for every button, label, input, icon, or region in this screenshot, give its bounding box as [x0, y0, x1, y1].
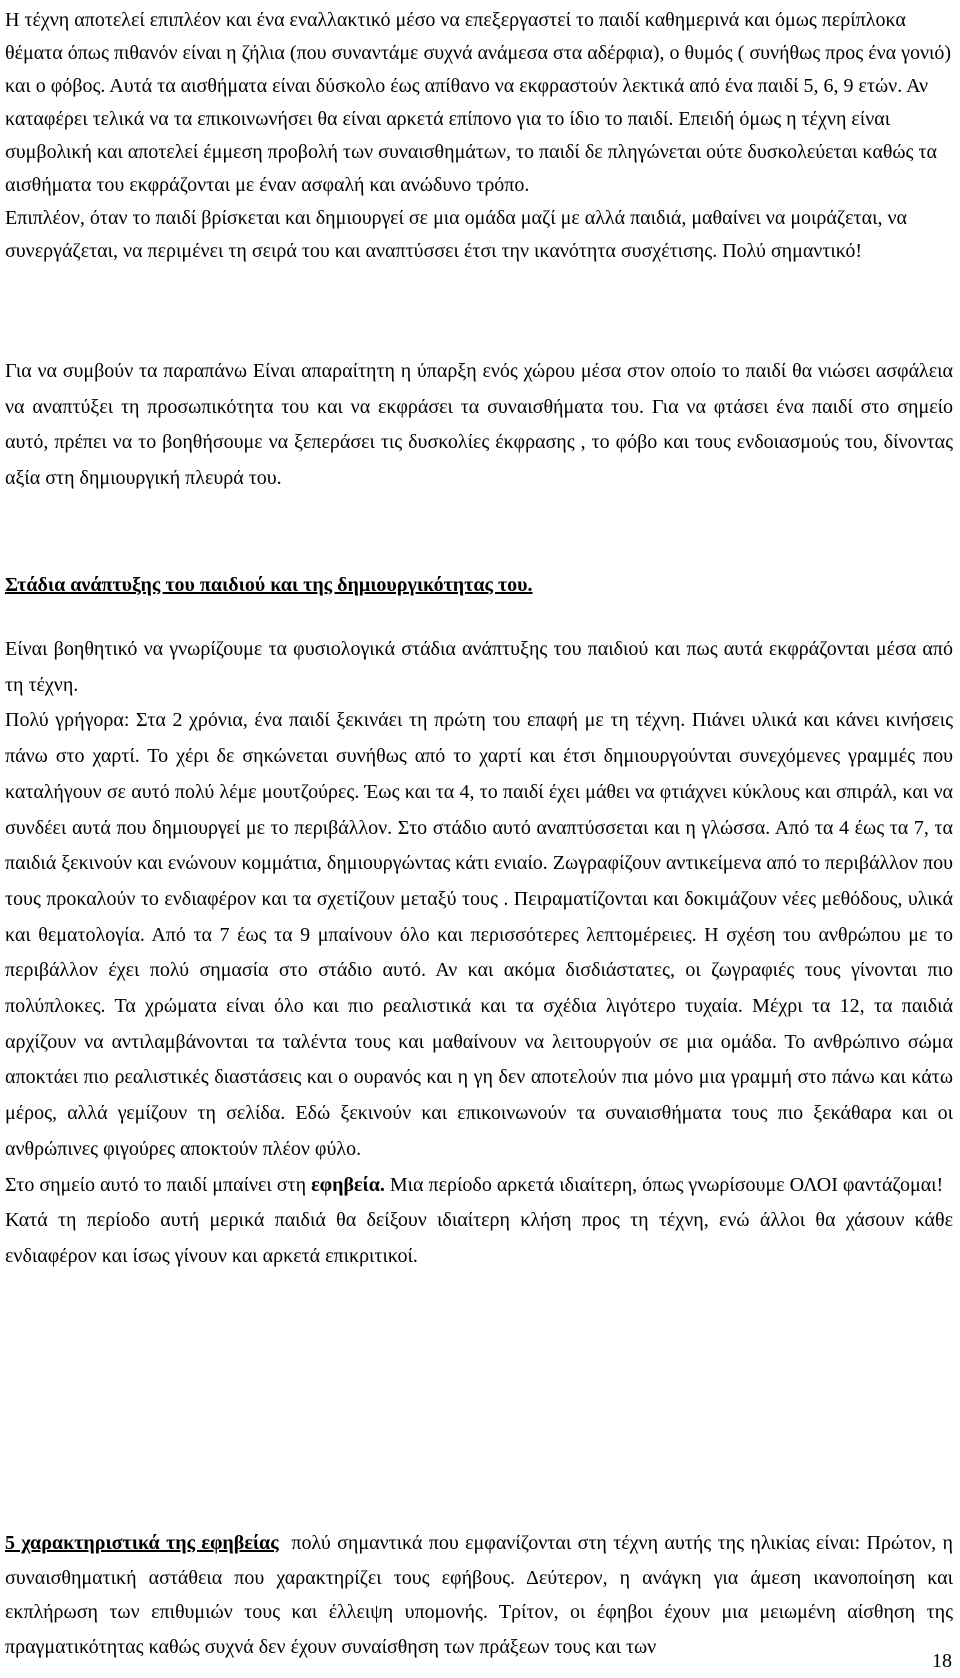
paragraph-group-work: Επιπλέον, όταν το παιδί βρίσκεται και δημιουργεί σε μια ομάδα μαζί με αλλά παιδιά, μαθαίνει να μοιράζεται, να συνεργάζεται, να περιμένει τη σειρά του και αναπτύσσει έτσι την ικανότητα συσχέτισης. Πολύ σημαντικό!	[5, 207, 907, 262]
paragraph-adolescence	[5, 1168, 953, 1204]
section-heading: Στάδια ανάπτυξης του παιδιού και της δημιουργικότητας του.	[5, 574, 533, 596]
adolescence-traits-section	[5, 1526, 959, 1664]
adolescence-text-before: Στο σημείο αυτό το παιδί μπαίνει στη	[5, 1173, 312, 1196]
paragraph-stages: Πολύ γρήγορα: Στα 2 χρόνια, ένα παιδί ξεκινάει τη πρώτη του επαφή με τη τέχνη. Πιάνει υλικά και κάνει κινήσεις πάνω στο χαρτί. Το χέρι δε σηκώνεται συνήθως από το χαρτί και έτσι δημιουργούνται συνεχόμενες γραμμές που καταλήγουν σε αυτό πολύ λέμε μουτζούρες. Έως και τα 4, το παιδί έχει μάθει να φτιάχνει κύκλους και σπιράλ, και να συνδέει αυτά που δημιουργεί με το περιβάλλον. Στο στάδιο αυτό αναπτύσσεται και η γλώσσα. Από τα 4 έως τα 7, τα παιδιά ξεκινούν και ενώνουν κομμάτια, δημιουργώντας κάτι ενιαίο. Ζωγραφίζουν αντικείμενα από το περιβάλλον που τους προκαλούν το ενδιαφέρον και τα σχετίζουν μεταξύ τους . Πειραματίζονται και δοκιμάζουν νέες μεθόδους, υλικά και θεματολογία. Από τα 7 έως τα 9 μπαίνουν όλο και περισσότερες λεπτομέρειες. Η σχέση του ανθρώπου με το περιβάλλον έχει πολύ σημασία στο στάδιο αυτό. Αν και ακόμα δισδιάστατες, οι ζωγραφιές τους γίνονται πιο πολύπλοκες. Τα χρώματα είναι όλο και πιο ρεαλιστικά και τα σχέδια λιγότερο τυχαία. Μέχρι τα 12, τα παιδιά αρχίζουν να αντιλαμβάνονται τα ταλέντα τους και μαθαίνουν να λειτουργούν σε μια ομάδα. Το ανθρώπινο σώμα αποκτάει πιο ρεαλιστικές διαστάσεις και ο ουρανός και η γη δεν αποτελούν πια μόνο μια γραμμή στο πάνω και κάτω μέρος, αλλά γεμίζουν τη σελίδα. Εδώ ξεκινούν και επικοινωνούν τα συναισθήματα τους πιο ξεκάθαρα και οι ανθρώπινες φιγούρες αποκτούν πλέον φύλο.	[5, 709, 953, 1160]
paragraph-adolescence-art: Κατά τη περίοδο αυτή μερικά παιδιά θα δείξουν ιδιαίτερη κλήση προς τη τέχνη, ενώ άλλοι θα χάσουν κάθε ενδιαφέρον και ίσως γίνουν και αρκετά επικριτικοί.	[5, 1209, 953, 1267]
paragraph-safe-space: Για να συμβούν τα παραπάνω Είναι απαραίτητη η ύπαρξη ενός χώρου μέσα στον οποίο το παιδί θα νιώσει ασφάλεια να αναπτύξει τη προσωπικότητα του και να εκφράσει τα συναισθήματα του. Για να φτάσει ένα παιδί στο σημείο αυτό, πρέπει να το βοηθήσουμε να ξεπεράσει τις δυσκολίες έκφρασης , το φόβο και τους ενδοιασμούς του, δίνοντας αξία στη δημιουργική πλευρά του.	[5, 360, 953, 490]
traits-text: πολύ σημαντικά που εμφανίζονται στη τέχνη αυτής της ηλικίας είναι: Πρώτον, η συναισθηματική αστάθεια που χαρακτηρίζει τους εφήβους. Δεύτερον, η ανάγκη για άμεση ικανοποίηση και εκπλήρωση των επιθυμιών τους και έλλειψη υπομονής. Τρίτον, οι έφηβοι έχουν μια μειωμένη αίσθηση της πραγματικότητας καθώς συχνά δεν έχουν συναίσθηση των πράξεων τους και των	[5, 1532, 959, 1658]
adolescence-text-after: Μια περίοδο αρκετά ιδιαίτερη, όπως γνωρίσουμε ΟΛΟΙ φαντάζομαι!	[384, 1173, 944, 1196]
development-section	[5, 632, 953, 1275]
intro-section	[5, 4, 953, 268]
safe-space-section	[5, 354, 953, 497]
paragraph-traits	[5, 1526, 959, 1664]
paragraph-stages-intro: Είναι βοηθητικό να γνωρίζουμε τα φυσιολογικά στάδια ανάπτυξης του παιδιού και πως αυτά εκφράζονται μέσα από τη τέχνη.	[5, 638, 953, 696]
paragraph-art-emotions: Η τέχνη αποτελεί επιπλέον και ένα εναλλακτικό μέσο να επεξεργαστεί το παιδί καθημερινά και όμως περίπλοκα θέματα όπως πιθανόν είναι η ζήλια (που συναντάμε συχνά ανάμεσα στα αδέρφια), ο θυμός ( συνήθως προς ένα γονιό) και ο φόβος. Αυτά τα αισθήματα είναι δύσκολο έως απίθανο να εκφραστούν λεκτικά από ένα παιδί 5, 6, 9 ετών. Αν καταφέρει τελικά να τα επικοινωνήσει θα είναι αρκετά επίπονο για το ίδιο το παιδί. Επειδή όμως η τέχνη είναι συμβολική και αποτελεί έμμεση προβολή των συναισθημάτων, το παιδί δε πληγώνεται ούτε δυσκολεύεται καθώς τα αισθήματα του εκφράζονται με έναν ασφαλή και ανώδυνο τρόπο.	[5, 9, 952, 196]
traits-heading: 5 χαρακτηριστικά της εφηβείας	[5, 1532, 279, 1554]
page-number: 18	[932, 1650, 952, 1672]
adolescence-bold: εφηβεία.	[311, 1173, 385, 1196]
